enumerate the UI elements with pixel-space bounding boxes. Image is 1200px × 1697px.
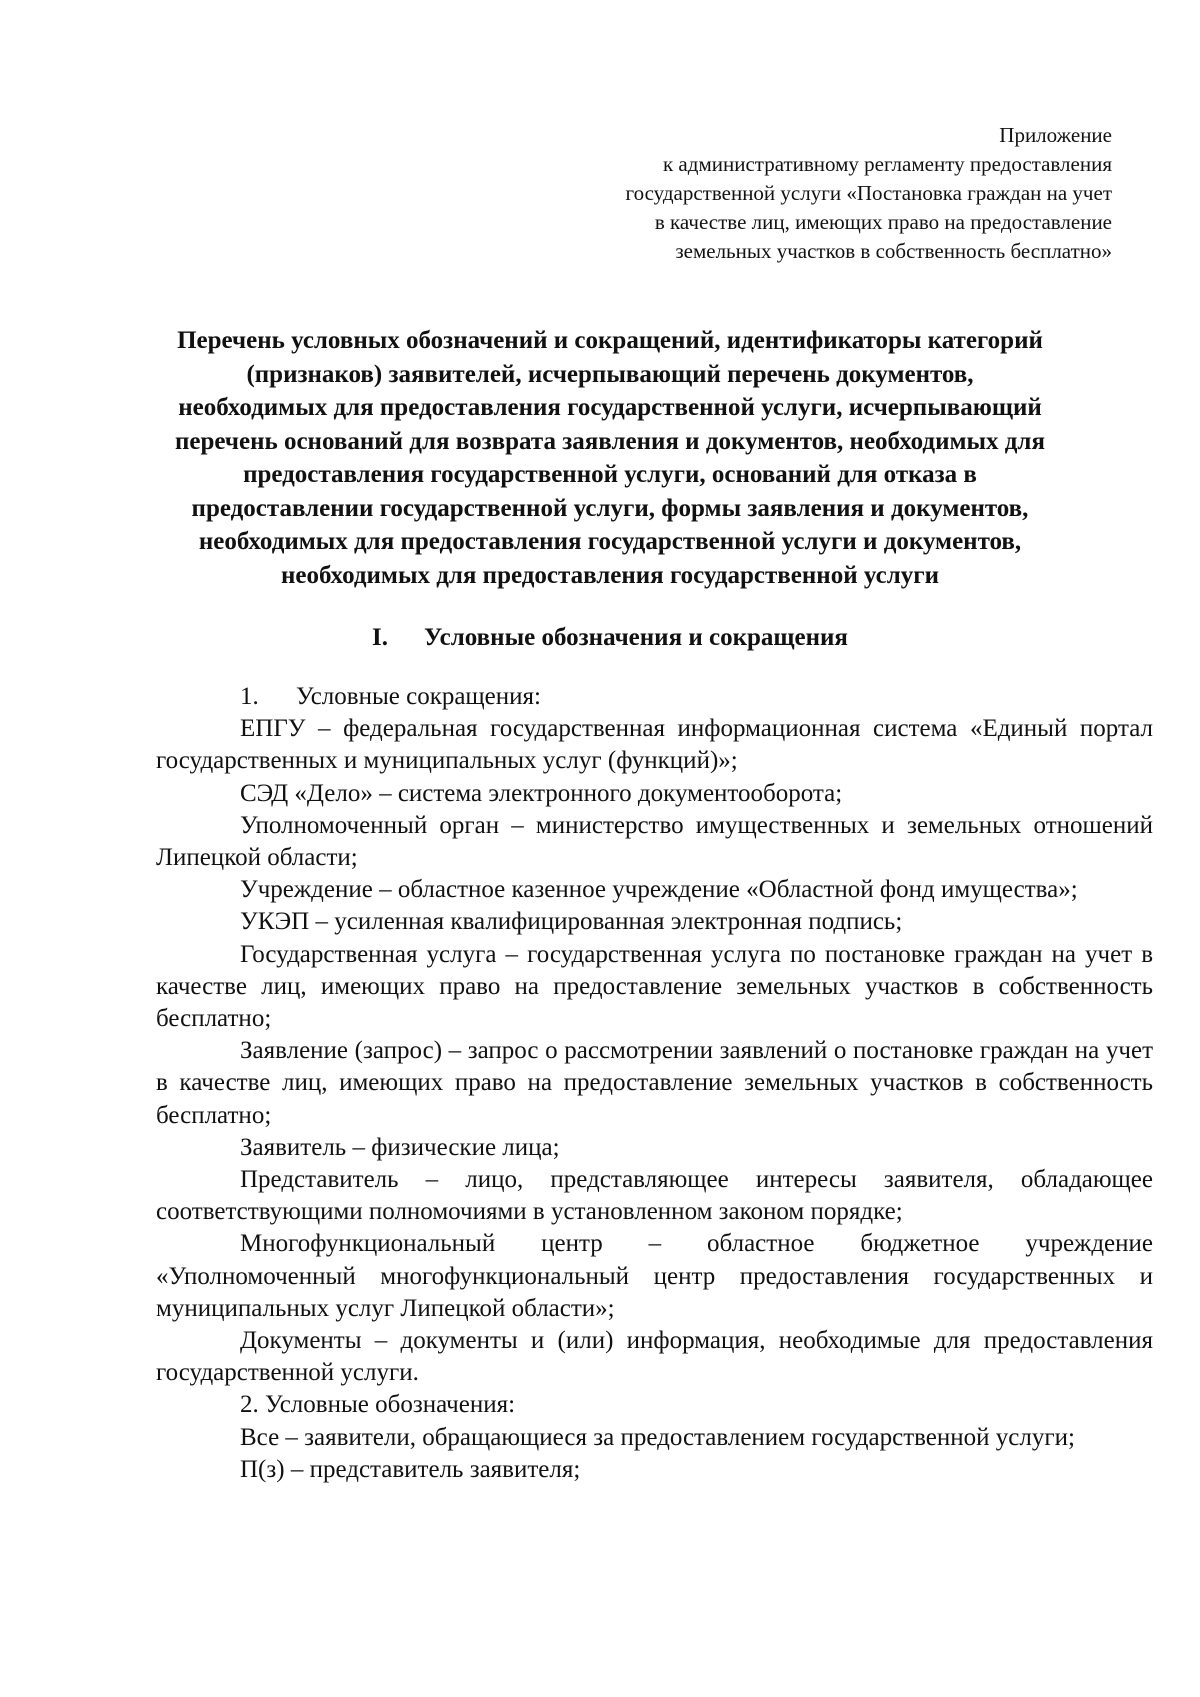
definition-paragraph: УКЭП – усиленная квалифицированная электронная подпись;: [240, 908, 903, 936]
title-line: (признаков) заявителей, исчерпывающий перечень документов,: [246, 360, 974, 388]
definition-paragraph: Уполномоченный орган – министерство имущественных и земельных отношений Липецкой области;: [156, 811, 1153, 872]
appendix-line: земельных участков в собственность бесплатно»: [675, 239, 1112, 263]
title-line: предоставления государственной услуги, оснований для отказа в: [243, 461, 977, 488]
title-line: необходимых для предоставления государственной услуги, исчерпывающий: [178, 394, 1042, 421]
title-line: перечень оснований для возврата заявления и документов, необходимых для: [175, 427, 1045, 455]
item1-label: Условные сокращения:: [296, 683, 541, 710]
section-title: Условные обозначения и сокращения: [424, 624, 848, 651]
definition-paragraph: СЭД «Дело» – система электронного документооборота;: [240, 779, 843, 807]
definition-paragraph: Государственная услуга – государственная услуга по постановке граждан на учет в качестве лиц, имеющих право на предоставление земельных участков в собственность бесплатно;: [156, 940, 1153, 1033]
appendix-line: государственной услуги «Постановка граждан на учет: [625, 181, 1112, 205]
definition-paragraph: ЕПГУ – федеральная государственная информационная система «Единый портал государственных и муниципальных услуг (функций)»;: [156, 715, 1153, 775]
appendix-line: в качестве лиц, имеющих право на предоставление: [654, 210, 1112, 234]
title-line: необходимых для предоставления государственной услуги и документов,: [198, 528, 1022, 555]
item2-heading: 2. Условные обозначения:: [240, 1391, 516, 1419]
definition-paragraph: Заявитель – физические лица;: [240, 1133, 560, 1161]
title-line: предоставлении государственной услуги, формы заявления и документов,: [191, 494, 1029, 522]
definition-paragraph: Многофункциональный центр – областное бюджетное учреждение «Уполномоченный многофункциональный центр предоставления государственных и муниципальных услуг Липецкой области»;: [156, 1230, 1153, 1322]
appendix-header: [552, 121, 1112, 266]
title-line: необходимых для предоставления государственной услуги: [281, 561, 939, 589]
definition-paragraph: Документы – документы и (или) информация, необходимые для предоставления государственной услуги.: [156, 1327, 1153, 1387]
definition-paragraph: Учреждение – областное казенное учреждение «Областной фонд имущества»;: [240, 876, 1078, 904]
document-body: [156, 681, 1153, 1486]
item1-heading: [156, 681, 1153, 713]
definition-paragraph: Заявление (запрос) – запрос о рассмотрении заявлений о постановке граждан на учет в качестве лиц, имеющих право на предоставление земельных участков в собственность бесплатно;: [156, 1037, 1153, 1129]
document-title: [150, 324, 1070, 592]
section-heading: [150, 621, 1070, 654]
section-number: I.: [372, 624, 389, 651]
item1-number: 1.: [240, 683, 259, 710]
designation-paragraph: Все – заявители, обращающиеся за предоставлением государственной услуги;: [240, 1423, 1075, 1451]
designation-paragraph: П(з) – представитель заявителя;: [240, 1455, 581, 1483]
title-line: Перечень условных обозначений и сокращений, идентификаторы категорий: [177, 327, 1043, 354]
appendix-line: Приложение: [999, 123, 1112, 147]
definition-paragraph: Представитель – лицо, представляющее интересы заявителя, обладающее соответствующими полномочиями в установленном законом порядке;: [156, 1166, 1153, 1226]
appendix-line: к административному регламенту предоставления: [662, 152, 1112, 176]
